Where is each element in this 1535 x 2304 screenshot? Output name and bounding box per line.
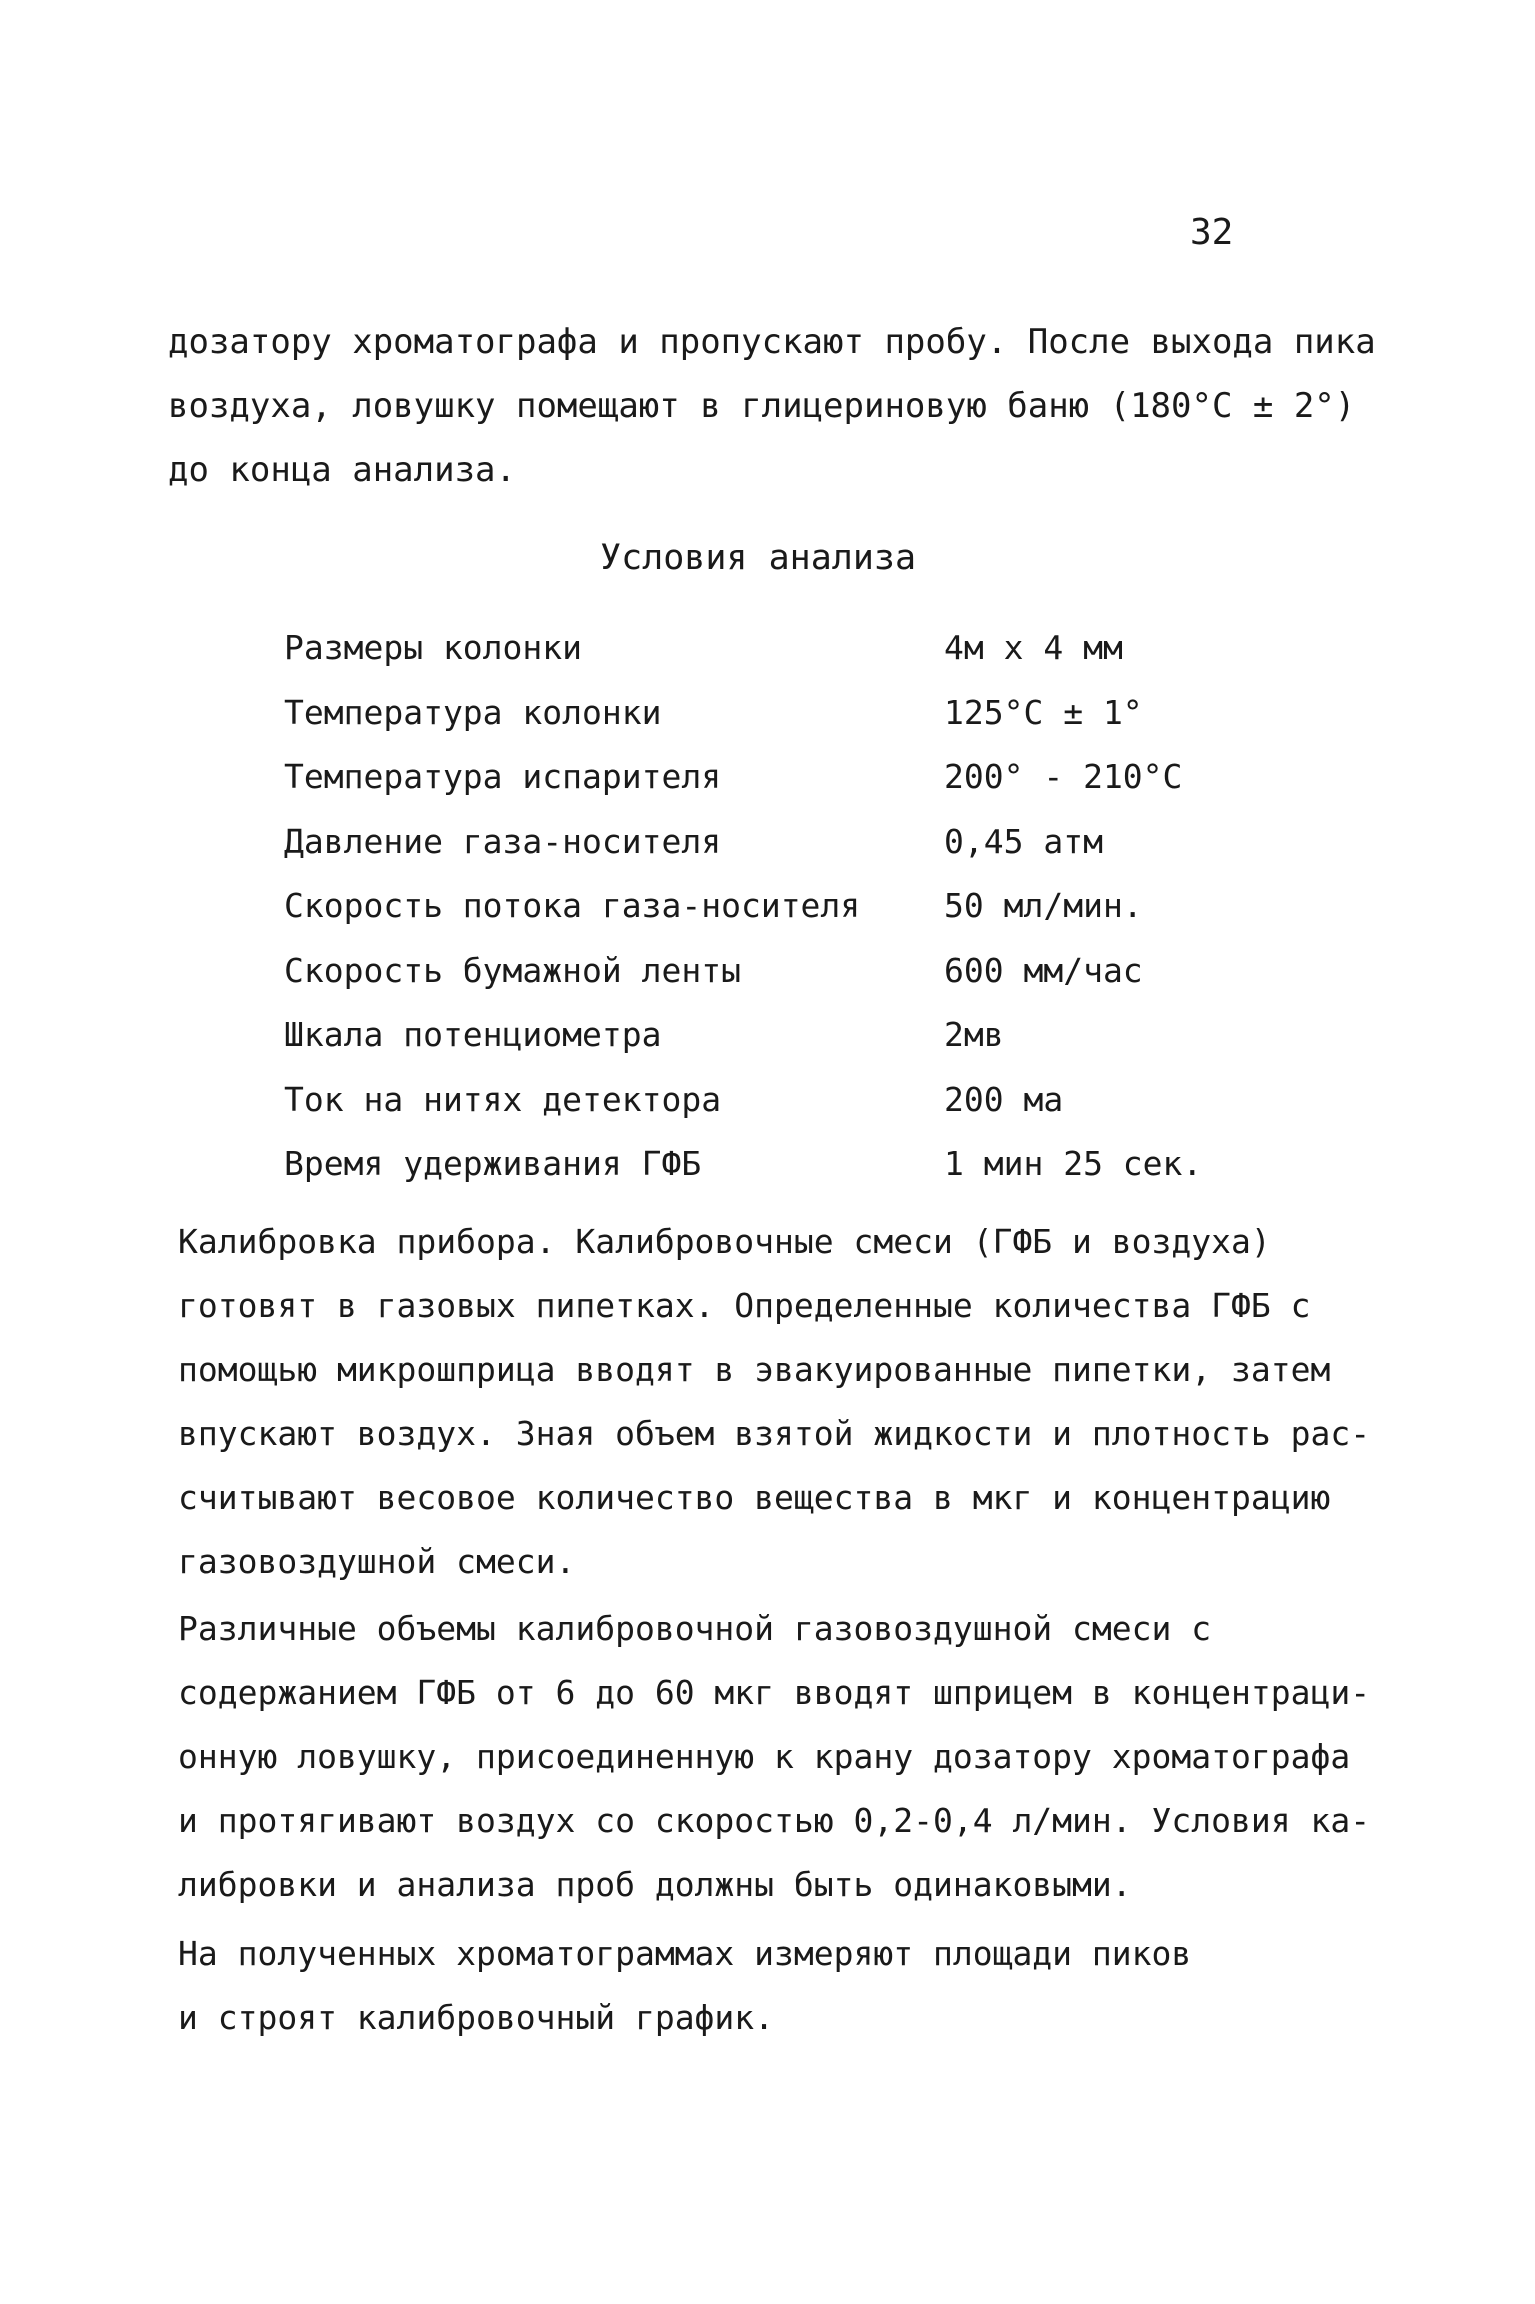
graph-paragraph <box>178 1922 1358 2050</box>
text-line: Калибровка прибора. Калибровочные смеси (ГФБ и воздуха) <box>178 1222 1271 1261</box>
condition-name: Размеры колонки <box>284 628 583 667</box>
text-line: газовоздушной смеси. <box>178 1542 576 1581</box>
text-line: впускают воздух. Зная объем взятой жидкости и плотность рас- <box>178 1414 1371 1453</box>
condition-value: 1 мин 25 сек. <box>944 1144 1203 1183</box>
condition-value: 0,45 атм <box>944 821 1103 861</box>
text-line: дозатору хроматографа и пропускают пробу. После выхода пика <box>168 322 1376 362</box>
condition-value: 4м x 4 мм <box>944 628 1123 667</box>
page-number: 32 <box>1190 212 1234 253</box>
intro-paragraph <box>168 310 1376 502</box>
text-line: помощью микрошприца вводят в эвакуированные пипетки, затем <box>178 1350 1331 1389</box>
condition-name: Давление газа-носителя <box>284 821 722 861</box>
text-line: воздуха, ловушку помещают в глицериновую баню (180°C ± 2°) <box>168 386 1356 426</box>
condition-value: 2мв <box>944 1015 1004 1054</box>
text-line: либровки и анализа проб должны быть одинаковыми. <box>178 1865 1132 1904</box>
text-line: до конца анализа. <box>168 450 516 490</box>
condition-value: 200 ма <box>944 1079 1064 1119</box>
condition-row <box>284 693 1284 758</box>
analysis-conditions-table <box>284 628 1284 1209</box>
condition-value: 600 мм/час <box>944 950 1143 990</box>
text-line: и строят калибровочный график. <box>178 1998 775 2037</box>
text-line: Различные объемы калибровочной газовоздушной смеси с <box>178 1609 1212 1648</box>
condition-value: 50 мл/мин. <box>944 886 1143 925</box>
condition-name: Скорость бумажной ленты <box>284 950 741 990</box>
condition-row <box>284 1144 1284 1209</box>
text-line: На полученных хроматограммах измеряют площади пиков <box>178 1934 1192 1973</box>
condition-name: Время удерживания ГФБ <box>284 1144 702 1183</box>
injection-paragraph <box>178 1597 1371 1917</box>
condition-name: Температура испарителя <box>284 757 722 796</box>
text-line: и протягивают воздух со скоростью 0,2-0,4 л/мин. Условия ка- <box>178 1801 1371 1840</box>
condition-row <box>284 951 1284 1016</box>
condition-name: Скорость потока газа-носителя <box>284 886 861 925</box>
condition-row <box>284 1015 1284 1080</box>
condition-value: 200° - 210°C <box>944 757 1183 796</box>
condition-row <box>284 822 1284 887</box>
condition-name: Ток на нитях детектора <box>284 1079 722 1119</box>
condition-row <box>284 628 1284 693</box>
text-line: считывают весовое количество вещества в мкг и концентрацию <box>178 1478 1331 1517</box>
condition-name: Температура колонки <box>284 692 662 732</box>
condition-row <box>284 886 1284 951</box>
calibration-paragraph <box>178 1210 1371 1594</box>
text-line: содержанием ГФБ от 6 до 60 мкг вводят шприцем в концентраци- <box>178 1673 1371 1712</box>
condition-row <box>284 757 1284 822</box>
condition-name: Шкала потенциометра <box>284 1015 662 1054</box>
section-title: Условия анализа <box>600 538 917 578</box>
condition-row <box>284 1080 1284 1145</box>
condition-value: 125°C ± 1° <box>944 692 1143 732</box>
text-line: готовят в газовых пипетках. Определенные количества ГФБ с <box>178 1286 1311 1325</box>
text-line: онную ловушку, присоединенную к крану дозатору хроматографа <box>178 1737 1351 1776</box>
